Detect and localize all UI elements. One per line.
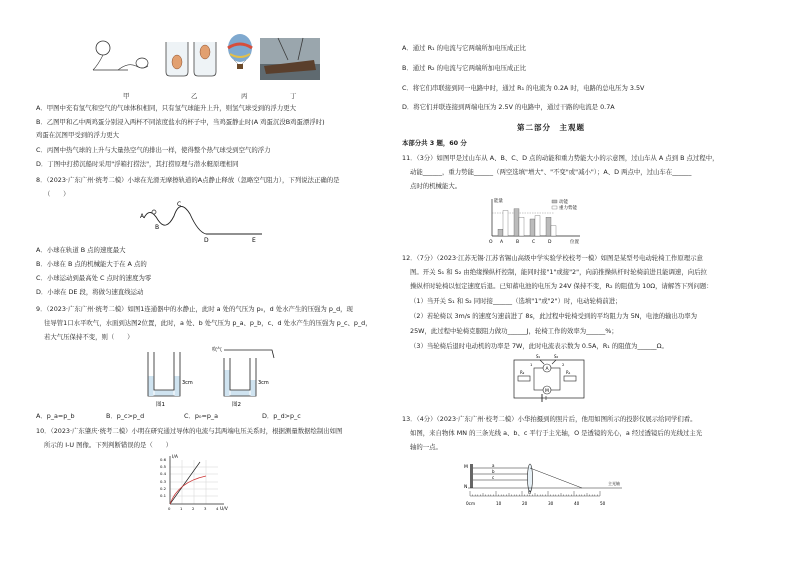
r2-label: R₂ [520,370,525,375]
lens-center-label: O [528,490,532,495]
fig-ding [260,38,320,80]
q8-paren: （ ） [44,190,70,198]
q12-part2: （2）若轮椅以 3m/s 的速度匀速前进了 8s，此过程中轮椅受到的平均阻力为 5N，电池的输出功率为 [410,312,698,320]
q10-x-tick: 4 [216,506,219,511]
s1-label: S₁ [536,354,541,359]
q10-option-b: B．通过 R₂ 的电流与它两端所加电压成正比 [402,64,527,72]
q11-x-label: C [532,240,536,245]
q11-potential-bar [535,216,540,236]
q11-potential-bar [519,217,524,236]
q9-stem-line2: 往导管1口水平吹气，水面到达图2位置，此时，a 处、b 处气压为 p_a、p_b，c、d 处水产生的压强为 p_c、p_d， [44,319,372,327]
fig-label-ding: 丁 [290,92,297,100]
section-info: 本部分共 3 题，60 分 [402,139,467,147]
q8-option-a: A．小球在轨道 B 点的速度最大 [36,246,126,254]
q7-option-c: C．丙图中热气球的上升与大量热空气的排出一样，使得整个热气球受到空气的浮力 [36,146,271,154]
q10-stem-line2: 所示的 I-U 图像。下列判断错误的是（ ） [44,441,172,449]
section-title: 第二部分 主观题 [517,123,585,132]
ruler-label: 50 [600,501,606,506]
q7-option-d: D．丁图中打捞沉船时采用"浮箱打捞法"，其打捞原理与潜水艇原理相同 [36,160,239,168]
q9-option-b: B．p_c>p_d [106,412,145,420]
switch-pos-2: 2 [562,362,565,367]
track-label-b: B [155,224,160,231]
q8-stem: 8．（2023·广东广州·统考二模）小球在光滑无摩擦轨道的A点静止释放（忽略空气阻力），下列说法正确的是 [36,176,340,184]
q7-option-b: B．乙图甲和乙中两鸡蛋分别浸入两杯不同浓度盐水的杯子中，当鸡蛋静止时(A 鸡蛋沉没B鸡蛋漂浮时) [36,118,325,126]
s2-label: S₂ [554,354,559,359]
q10-option-c: C．将它们串联接到同一电路中时，通过 R₁ 的电流为 0.2A 时，电路的总电压为 3.5V [402,84,645,92]
ray-c-label: c [492,475,495,480]
q10-y-tick: 0.1 [160,493,167,498]
ruler-label: 0cm [466,501,476,506]
q12-part1: （1）当开关 S₁ 和 S₂ 同时接______（选填"1"或"2"）时，电动轮椅前进； [410,297,622,305]
q7-figures [88,30,323,92]
q11-legend-potential-swatch [552,206,557,209]
q9-option-a: A．p_a=p_b [36,412,75,420]
q13-line1: 13．（4分）（2023·广东广州·校考二模）小华拍摄到的照片后，他用如图所示的投影仪展示给同学们看。 [402,415,697,423]
q11-energy-chart [484,196,594,246]
q7-option-a: A．甲图中充有氢气和空气的气球体积相同，只有氢气球能升上升，则氢气球受到的浮力更大 [36,104,296,112]
q11-kinetic-bar [546,217,551,236]
q12-line2: 图。开关 S₁ 和 S₂ 由绝缘操纵杆控制，能同时接"1"或接"2"，向前推操纵杆时轮椅前进且能调速，向后拉 [410,268,707,276]
q11-x-label: 位置 [570,240,579,245]
q12-circuit [508,354,590,406]
q8-option-d: D．小球在 DE 段，将做匀速直线运动 [36,288,144,296]
q9-option-c: C．p₀=p_a [184,412,218,420]
q11-line2: 动能______，重力势能______（两空选填"增大"、"不变"或"减小"）；A、D 两点中，过山车在______ [410,168,692,176]
q11-line1: 11．（3分）如图甲是过山车从 A、B、C、D 点的动能和重力势能大小的示意图，过山车从 A 点到 B 点过程中， [402,154,719,162]
q9-fig2 [212,346,274,408]
q9-fig1-caption: 图1 [156,402,165,408]
q8-track-figure [140,196,270,244]
q13-line2: 如图，来自物体 MN 的三条光线 a、b、c 平行于主光轴，O 是透镜的光心，a 经过透镜后的光线过主光 [410,429,703,437]
q10-stem-line1: 10．（2023·广东肇庆·统考二模）小明在研究通过导体的电流与其两端电压关系时，根据测量数据绘制出如图 [36,427,343,435]
q12-part3: （3）当轮椅后退时电动机的功率是 7W，此时电流表示数为 0.5A，R₁ 的阻值为______Ω。 [410,342,668,350]
q11-x-label: D [548,240,552,245]
q9-fig2-height: 3cm [258,380,269,386]
q10-y-tick: 0.4 [160,471,167,476]
q11-line3: 点时的机械能大。 [410,182,462,190]
q9-fig1 [148,352,193,408]
q11-legend-kinetic: 动能 [559,200,568,205]
q10-y-tick: 0.6 [160,457,167,462]
fig-label-jia: 甲 [123,92,130,100]
q9-blow-label: 吹气 [212,347,223,353]
q11-kinetic-bar [514,209,519,236]
principal-axis-label: 主光轴 [608,481,620,486]
ruler-label: 10 [496,501,502,506]
q8-option-c: C．小球运动到最高处 C 点时的速度为零 [36,274,152,282]
q11-legend-energy: 能量 [494,199,503,204]
q10-option-a: A．通过 R₁ 的电流与它两端所加电压成正比 [402,44,527,52]
q11-legend-potential: 重力势能 [559,206,577,211]
q10-y-axis-label: I/A [172,455,178,460]
q13-line3: 轴的一点。 [410,443,442,451]
fig-label-bing: 丙 [241,92,248,100]
track-label-c: C [177,201,182,208]
ammeter-label: A [545,367,549,372]
q11-legend-kinetic-swatch [552,200,557,203]
fig-jia [93,41,148,70]
q11-potential-bar [551,226,556,236]
q11-x-label: B [516,240,520,245]
q8-option-b: B．小球在 B 点的机械能大于在 A 点的 [36,260,147,268]
q9-figures [140,346,280,408]
object-n-label: N [464,485,468,490]
q10-y-tick: 0.2 [160,486,167,491]
fig-bing [228,34,252,69]
q10-x-tick: 2 [192,506,195,511]
ray-a-label: a [492,463,495,468]
track-label-e: E [252,237,256,244]
q11-kinetic-bar [530,219,535,236]
q9-stem-line1: 9．（2023·广东广州·统考二模）如图1连通器中的水静止，此时 a 处的气压为 p₀，d 处水产生的压强为 p_d，现 [36,305,353,313]
q9-fig2-caption: 图2 [232,402,241,408]
object-m-label: M [464,465,468,470]
switch-pos-1: 1 [530,362,533,367]
motor-label: M [545,389,549,394]
ruler-label: 20 [522,501,528,506]
q11-x-label: A [500,240,504,245]
q12-part2-cont: 25W，此过程中轮椅克服阻力做功______J，轮椅工作的效率为______%； [410,327,618,335]
q10-y-tick: 0.3 [160,479,167,484]
track-label-a: A [140,213,145,220]
fig-yi [166,42,216,76]
ruler-label: 40 [574,501,580,506]
q10-y-tick: 0.5 [160,464,167,469]
q7-option-b-cont: 鸡蛋在沉图甲受到的浮力更大 [36,131,120,139]
q13-optics-figure [462,460,642,508]
q10-iu-graph [158,452,238,514]
q10-x-tick: 3 [204,506,207,511]
q10-x-tick: 1 [180,506,183,511]
ruler-label: 30 [548,501,554,506]
q10-x-axis-label: U/V [220,507,228,512]
q11-potential-bar [503,211,508,237]
q9-option-d: D．p_d>p_c [262,412,301,420]
track-label-d: D [204,237,209,244]
r1-label: R₁ [566,370,571,375]
q11-x-label: O [489,240,493,245]
q9-fig1-height: 3cm [182,380,193,386]
q12-line3: 操纵杆时轮椅以恒定速度后退。已知蓄电池的电压为 24V 保持不变，R₂ 的阻值为 10Ω，请解答下列问题： [410,282,713,290]
q10-x-tick: 0 [168,506,171,511]
q12-line1: 12．（7分）（2023·江苏无锡·江苏省锡山高级中学实验学校校考一模）如图是某型号电动轮椅工作原理示意 [402,254,703,262]
q11-kinetic-bar [498,229,503,236]
fig-label-yi: 乙 [191,92,198,100]
ray-b-label: b [492,469,495,474]
q9-stem-line3: 若大气压保持不变，则（ ） [44,333,134,341]
q10-option-d: D．将它们并联连接到两端电压为 2.5V 的电路中，通过干路的电流是 0.7A [402,103,615,111]
